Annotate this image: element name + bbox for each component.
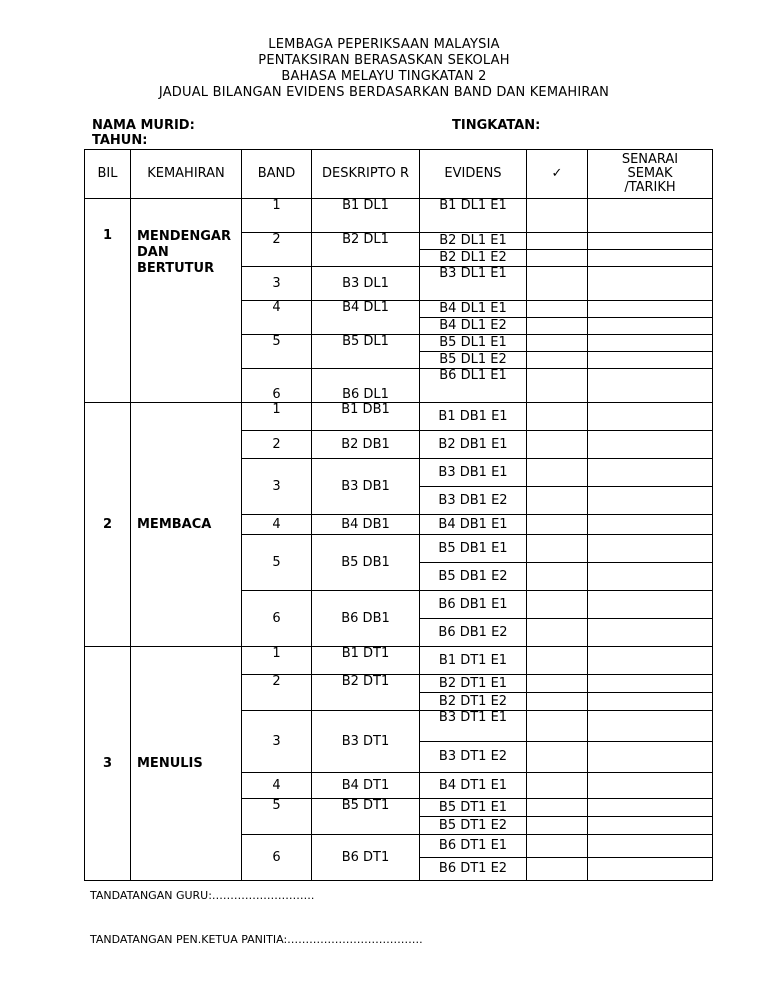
band-cell: 6 <box>242 835 312 881</box>
check-cell[interactable] <box>527 773 588 799</box>
header-line-2: PENTAKSIRAN BERASASKAN SEKOLAH <box>258 53 510 68</box>
check-cell[interactable] <box>527 647 588 675</box>
check-cell[interactable] <box>527 817 588 835</box>
header-line-3: BAHASA MELAYU TINGKATAN 2 <box>281 69 487 84</box>
evidens-cell: B6 DT1 E2 <box>420 858 527 881</box>
kemahiran-cell: MENDENGAR DAN BERTUTUR <box>131 199 242 403</box>
deskriptor-cell: B1 DB1 <box>312 403 420 431</box>
header-senarai-semak: SENARAI SEMAK /TARIKH <box>588 150 713 199</box>
check-cell[interactable] <box>527 459 588 487</box>
senarai-semak-cell[interactable] <box>588 403 713 431</box>
senarai-semak-cell[interactable] <box>588 199 713 233</box>
deskriptor-cell: B1 DT1 <box>312 647 420 675</box>
evidens-cell: B2 DL1 E1 <box>420 233 527 250</box>
check-cell[interactable] <box>527 267 588 301</box>
deskriptor-cell: B3 DB1 <box>312 459 420 515</box>
tandatangan-guru: TANDATANGAN GURU:………………………. <box>90 889 315 902</box>
check-cell[interactable] <box>527 250 588 267</box>
senarai-semak-cell[interactable] <box>588 352 713 369</box>
band-cell: 5 <box>242 799 312 835</box>
senarai-semak-cell[interactable] <box>588 431 713 459</box>
senarai-semak-cell[interactable] <box>588 675 713 693</box>
band-cell: 2 <box>242 675 312 711</box>
check-cell[interactable] <box>527 335 588 352</box>
evidens-cell: B5 DT1 E2 <box>420 817 527 835</box>
check-cell[interactable] <box>527 591 588 619</box>
check-cell[interactable] <box>527 619 588 647</box>
header-band: BAND <box>242 150 312 199</box>
senarai-semak-cell[interactable] <box>588 335 713 352</box>
senarai-semak-cell[interactable] <box>588 318 713 335</box>
evidens-cell: B5 DT1 E1 <box>420 799 527 817</box>
evidens-cell: B3 DL1 E1 <box>420 267 527 301</box>
deskriptor-cell: B2 DB1 <box>312 431 420 459</box>
senarai-semak-cell[interactable] <box>588 693 713 711</box>
senarai-semak-cell[interactable] <box>588 459 713 487</box>
evidens-cell: B2 DL1 E2 <box>420 250 527 267</box>
check-cell[interactable] <box>527 515 588 535</box>
header-evidens: EVIDENS <box>420 150 527 199</box>
evidens-cell: B2 DT1 E2 <box>420 693 527 711</box>
band-cell: 1 <box>242 403 312 431</box>
check-cell[interactable] <box>527 301 588 318</box>
senarai-semak-cell[interactable] <box>588 515 713 535</box>
evidens-cell: B1 DB1 E1 <box>420 403 527 431</box>
band-cell: 3 <box>242 459 312 515</box>
senarai-semak-cell[interactable] <box>588 817 713 835</box>
band-cell: 2 <box>242 431 312 459</box>
table-row <box>85 647 713 675</box>
band-cell: 5 <box>242 535 312 591</box>
bil-cell: 1 <box>85 199 131 403</box>
senarai-semak-cell[interactable] <box>588 835 713 858</box>
evidens-cell: B5 DL1 E2 <box>420 352 527 369</box>
band-cell: 4 <box>242 515 312 535</box>
evidens-cell: B5 DL1 E1 <box>420 335 527 352</box>
bil-cell: 2 <box>85 403 131 647</box>
deskriptor-cell: B2 DT1 <box>312 675 420 711</box>
check-cell[interactable] <box>527 535 588 563</box>
senarai-semak-cell[interactable] <box>588 369 713 403</box>
header-deskriptor: DESKRIPTO R <box>312 150 420 199</box>
senarai-semak-cell[interactable] <box>588 250 713 267</box>
tahun-label: TAHUN: <box>92 133 148 148</box>
senarai-semak-cell[interactable] <box>588 619 713 647</box>
table-body <box>85 199 713 881</box>
tandatangan-panitia: TANDATANGAN PEN.KETUA PANITIA:………………………………. <box>90 933 423 946</box>
check-cell[interactable] <box>527 199 588 233</box>
check-cell[interactable] <box>527 318 588 335</box>
deskriptor-cell: B4 DL1 <box>312 301 420 335</box>
band-cell: 1 <box>242 199 312 233</box>
check-cell[interactable] <box>527 711 588 742</box>
bil-cell: 3 <box>85 647 131 881</box>
header-kemahiran: KEMAHIRAN <box>131 150 242 199</box>
band-cell: 6 <box>242 591 312 647</box>
header-bil: BIL <box>85 150 131 199</box>
evidens-cell: B6 DB1 E2 <box>420 619 527 647</box>
senarai-semak-cell[interactable] <box>588 267 713 301</box>
header-line-4: JADUAL BILANGAN EVIDENS BERDASARKAN BAND DAN KEMAHIRAN <box>158 85 610 100</box>
check-cell[interactable] <box>527 742 588 773</box>
check-cell[interactable] <box>527 675 588 693</box>
evidens-cell: B2 DT1 E1 <box>420 675 527 693</box>
evidens-cell: B1 DL1 E1 <box>420 199 527 233</box>
check-cell[interactable] <box>527 858 588 881</box>
check-cell[interactable] <box>527 693 588 711</box>
deskriptor-cell: B5 DL1 <box>312 335 420 369</box>
deskriptor-cell: B3 DL1 <box>312 267 420 301</box>
check-cell[interactable] <box>527 369 588 403</box>
evidens-cell: B4 DL1 E1 <box>420 301 527 318</box>
deskriptor-cell: B5 DB1 <box>312 535 420 591</box>
evidens-cell: B1 DT1 E1 <box>420 647 527 675</box>
evidens-cell: B6 DT1 E1 <box>420 835 527 858</box>
check-cell[interactable] <box>527 799 588 817</box>
evidens-table <box>84 149 713 881</box>
senarai-semak-cell[interactable] <box>588 647 713 675</box>
senarai-semak-cell[interactable] <box>588 711 713 742</box>
check-cell[interactable] <box>527 352 588 369</box>
deskriptor-cell: B6 DT1 <box>312 835 420 881</box>
senarai-semak-cell[interactable] <box>588 742 713 773</box>
senarai-semak-cell[interactable] <box>588 858 713 881</box>
band-cell: 1 <box>242 647 312 675</box>
band-cell: 3 <box>242 711 312 773</box>
band-cell: 3 <box>242 267 312 301</box>
header-check: ✓ <box>527 150 588 199</box>
table-header-row <box>85 150 713 199</box>
deskriptor-cell: B3 DT1 <box>312 711 420 773</box>
senarai-semak-cell[interactable] <box>588 563 713 591</box>
band-cell: 6 <box>242 369 312 403</box>
senarai-semak-cell[interactable] <box>588 591 713 619</box>
band-cell: 5 <box>242 335 312 369</box>
senarai-semak-cell[interactable] <box>588 487 713 515</box>
band-cell: 4 <box>242 773 312 799</box>
deskriptor-cell: B4 DB1 <box>312 515 420 535</box>
senarai-semak-cell[interactable] <box>588 773 713 799</box>
deskriptor-cell: B5 DT1 <box>312 799 420 835</box>
evidens-cell: B6 DL1 E1 <box>420 369 527 403</box>
check-cell[interactable] <box>527 487 588 515</box>
check-cell[interactable] <box>527 431 588 459</box>
band-cell: 2 <box>242 233 312 267</box>
evidens-cell: B3 DB1 E1 <box>420 459 527 487</box>
check-cell[interactable] <box>527 403 588 431</box>
check-cell[interactable] <box>527 563 588 591</box>
table-row <box>85 403 713 431</box>
evidens-cell: B3 DT1 E1 <box>420 711 527 742</box>
evidens-cell: B3 DT1 E2 <box>420 742 527 773</box>
evidens-cell: B5 DB1 E1 <box>420 535 527 563</box>
evidens-cell: B2 DB1 E1 <box>420 431 527 459</box>
deskriptor-cell: B6 DL1 <box>312 369 420 403</box>
evidens-cell: B4 DB1 E1 <box>420 515 527 535</box>
senarai-semak-cell[interactable] <box>588 301 713 318</box>
evidens-cell: B3 DB1 E2 <box>420 487 527 515</box>
kemahiran-cell: MEMBACA <box>131 403 242 647</box>
deskriptor-cell: B6 DB1 <box>312 591 420 647</box>
senarai-semak-cell[interactable] <box>588 233 713 250</box>
tingkatan-label: TINGKATAN: <box>452 118 541 133</box>
nama-murid-label: NAMA MURID: <box>92 118 195 133</box>
evidens-cell: B6 DB1 E1 <box>420 591 527 619</box>
kemahiran-cell: MENULIS <box>131 647 242 881</box>
table-row <box>85 199 713 233</box>
deskriptor-cell: B2 DL1 <box>312 233 420 267</box>
check-cell[interactable] <box>527 233 588 250</box>
evidens-cell: B4 DL1 E2 <box>420 318 527 335</box>
senarai-semak-cell[interactable] <box>588 799 713 817</box>
senarai-semak-cell[interactable] <box>588 535 713 563</box>
check-cell[interactable] <box>527 835 588 858</box>
evidens-cell: B5 DB1 E2 <box>420 563 527 591</box>
deskriptor-cell: B1 DL1 <box>312 199 420 233</box>
evidens-cell: B4 DT1 E1 <box>420 773 527 799</box>
band-cell: 4 <box>242 301 312 335</box>
deskriptor-cell: B4 DT1 <box>312 773 420 799</box>
header-line-1: LEMBAGA PEPERIKSAAN MALAYSIA <box>268 37 500 52</box>
